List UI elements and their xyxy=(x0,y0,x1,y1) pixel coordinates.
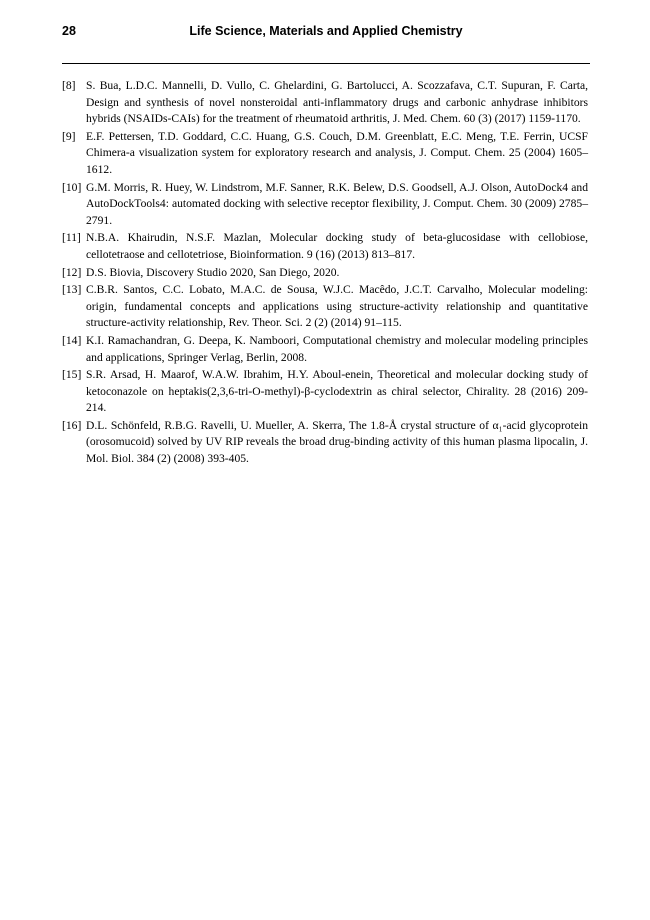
reference-item xyxy=(62,333,588,366)
reference-number: [10] xyxy=(62,180,82,194)
reference-text: C.B.R. Santos, C.C. Lobato, M.A.C. de Sousa, W.J.C. Macêdo, J.C.T. Carvalho, Molecular modeling: origin, fundamental concepts and applications using structure-activity relationship and quantitative structure-activity relationship, Rev. Theor. Sci. 2 (2) (2014) 91–115. xyxy=(86,283,588,330)
reference-item xyxy=(62,230,588,263)
running-title: Life Science, Materials and Applied Chemistry xyxy=(189,24,463,38)
page-number: 28 xyxy=(62,24,76,38)
reference-item xyxy=(62,129,588,179)
reference-text: N.B.A. Khairudin, N.S.F. Mazlan, Molecular docking study of beta-glucosidase with cellobiose, cellotetraose and cellotetriose, Bioinformation. 9 (16) (2013) 813–817. xyxy=(86,231,588,261)
header-divider xyxy=(62,63,590,64)
reference-text: G.M. Morris, R. Huey, W. Lindstrom, M.F. Sanner, R.K. Belew, D.S. Goodsell, A.J. Olson, AutoDock4 and AutoDockTools4: automated docking with selective receptor flexibility, J. Comput. Chem. 30 (2009) 2785–2791. xyxy=(86,180,588,227)
reference-list xyxy=(62,78,588,469)
reference-number: [11] xyxy=(62,231,81,245)
reference-number: [16] xyxy=(62,418,82,432)
reference-item xyxy=(62,78,588,128)
reference-text: E.F. Pettersen, T.D. Goddard, C.C. Huang, G.S. Couch, D.M. Greenblatt, E.C. Meng, T.E. Ferrin, UCSF Chimera-a visualization system for exploratory research and analysis, J. Comput. Chem. 25 (2004) 1605–1612. xyxy=(86,129,588,176)
reference-item xyxy=(62,418,588,468)
reference-item xyxy=(62,265,588,282)
reference-item xyxy=(62,367,588,417)
reference-text: S.R. Arsad, H. Maarof, W.A.W. Ibrahim, H.Y. Aboul-enein, Theoretical and molecular docking study of ketoconazole on heptakis(2,3,6-tri-O-methyl)-β-cyclodextrin as chiral selector, Chirality. 28 (2016) 209-214. xyxy=(86,368,588,415)
reference-number: [15] xyxy=(62,368,82,382)
reference-item xyxy=(62,282,588,332)
reference-text: D.L. Schönfeld, R.B.G. Ravelli, U. Mueller, A. Skerra, The 1.8-Å crystal structure of α₁-acid glycoprotein (orosomucoid) solved by UV RIP reveals the broad drug-binding activity of this human plasma lipocalin, J. Mol. Biol. 384 (2) (2008) 393-405. xyxy=(86,418,588,466)
reference-text: K.I. Ramachandran, G. Deepa, K. Namboori, Computational chemistry and molecular modeling principles and applications, Springer Verlag, Berlin, 2008. xyxy=(86,333,588,364)
reference-text: S. Bua, L.D.C. Mannelli, D. Vullo, C. Ghelardini, G. Bartolucci, A. Scozzafava, C.T. Supuran, F. Carta, Design and synthesis of novel nonsteroidal anti-inflammatory drugs and carbonic anhydrase inhibitors hybrids (NSAIDs-CAIs) for the treatment of rheumatoid arthritis, J. Med. Chem. 60 (3) (2017) 1159-1170. xyxy=(86,79,588,126)
reference-number: [12] xyxy=(62,265,82,279)
reference-text: D.S. Biovia, Discovery Studio 2020, San Diego, 2020. xyxy=(86,265,340,279)
reference-number: [9] xyxy=(62,129,76,143)
page-header xyxy=(62,24,590,42)
reference-number: [14] xyxy=(62,333,82,347)
reference-item xyxy=(62,180,588,230)
reference-number: [13] xyxy=(62,283,82,297)
reference-number: [8] xyxy=(62,79,76,92)
